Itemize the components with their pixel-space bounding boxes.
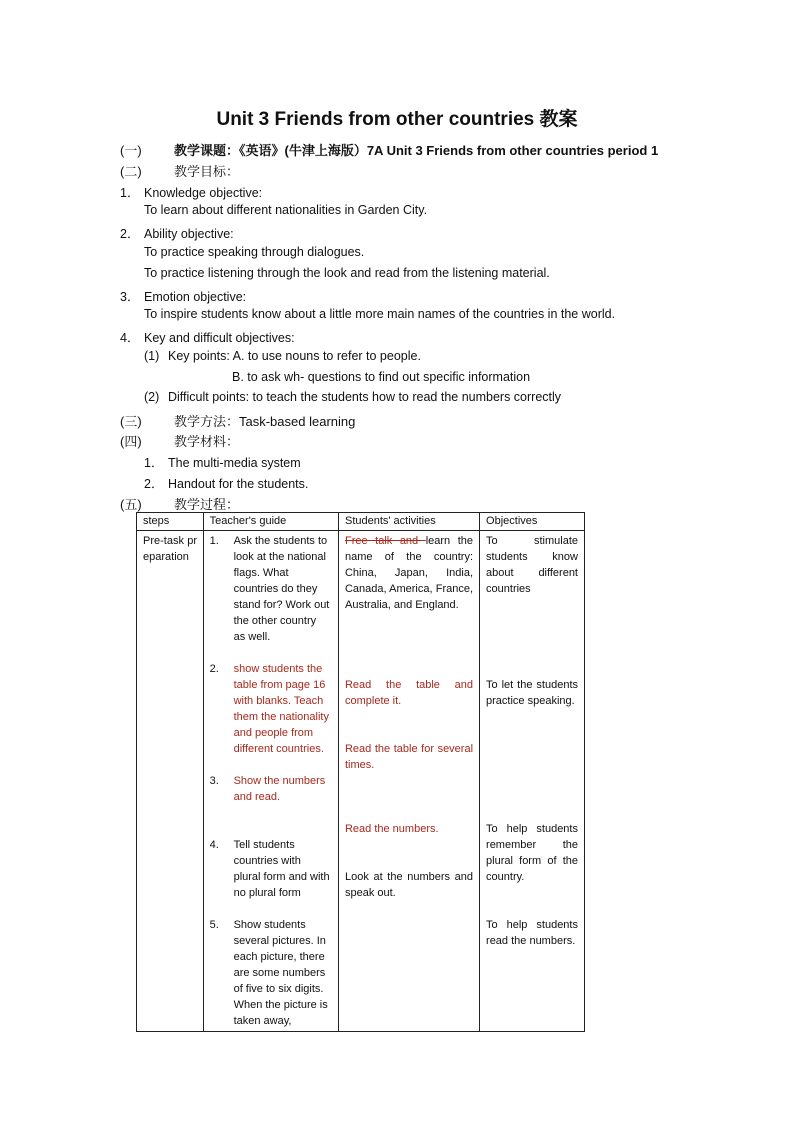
section-4 bbox=[120, 431, 239, 450]
section-label: 教学课题：《英语》(牛津上海版）7A Unit 3 Friends from other countries period 1 bbox=[174, 143, 659, 158]
activities-cell bbox=[338, 531, 479, 1032]
guide-number: 1. bbox=[209, 535, 219, 547]
guide-number: 4. bbox=[209, 839, 219, 851]
material-1 bbox=[144, 453, 301, 471]
section-label: 教学目标： bbox=[174, 164, 240, 179]
list-number: 1． bbox=[144, 456, 164, 470]
section-label: 教学材料： bbox=[174, 434, 240, 449]
key-points-b: B. to ask wh- questions to find out specific information bbox=[232, 370, 531, 384]
list-number: 3． bbox=[120, 290, 140, 304]
list-text: Handout for the students. bbox=[168, 477, 309, 491]
key-points bbox=[144, 349, 421, 363]
section-5 bbox=[120, 494, 239, 513]
activity-1 bbox=[345, 533, 473, 613]
list-text: Difficult points: to teach the students how to read the numbers correctly bbox=[168, 390, 562, 404]
objective-2: To let the students practice speaking. bbox=[486, 679, 578, 707]
objective-4-title bbox=[120, 328, 295, 346]
page-title: Unit 3 Friends from other countries 教案 bbox=[216, 109, 578, 130]
guide-number: 3. bbox=[209, 775, 219, 787]
section-3 bbox=[120, 411, 355, 430]
objective-1: To stimulate students know about different countries bbox=[486, 535, 578, 595]
section-2 bbox=[120, 161, 239, 180]
list-number: (2) bbox=[144, 390, 160, 404]
activity-3: Read the table for several times. bbox=[344, 743, 474, 771]
list-number: 2． bbox=[144, 477, 164, 491]
guide-text: Tell students countries with plural form and with no plural form bbox=[233, 839, 330, 899]
objective-2-title bbox=[120, 224, 234, 242]
guide-text: show students the table from page 16 with blanks. Teach them the nationality and people from different countries. bbox=[233, 663, 329, 755]
section-number: (一) bbox=[120, 143, 142, 158]
header-steps: steps bbox=[137, 513, 204, 531]
list-number: 1． bbox=[120, 186, 140, 200]
objectives-cell bbox=[480, 531, 585, 1032]
guide-cell bbox=[203, 531, 338, 1032]
section-label: 教学过程： bbox=[174, 497, 240, 512]
material-2 bbox=[144, 474, 308, 492]
objective-2-text-1: To practice speaking through dialogues. bbox=[144, 245, 365, 259]
objective-4: To help students read the numbers. bbox=[486, 919, 578, 947]
guide-text: Show the numbers and read. bbox=[233, 775, 326, 803]
difficult-points bbox=[144, 390, 561, 404]
activity-text: learn the name of the country: China, Japan, India, Canada, America, France, Australia, and England. bbox=[344, 535, 474, 611]
section-number: (二) bbox=[120, 164, 142, 179]
list-text: Emotion objective: bbox=[144, 290, 247, 304]
list-number: (1) bbox=[144, 349, 160, 363]
list-text: The multi-media system bbox=[168, 456, 301, 470]
header-objectives: Objectives bbox=[480, 513, 585, 531]
objective-2-text-2: To practice listening through the look and read from the listening material. bbox=[144, 266, 550, 280]
guide-list bbox=[210, 533, 332, 1029]
section-number: (四) bbox=[120, 434, 142, 449]
activity-4: Read the numbers. bbox=[344, 823, 439, 835]
objective-1-text: To learn about different nationalities in Garden City. bbox=[144, 203, 428, 217]
section-label: 教学方法：Task-based learning bbox=[174, 414, 356, 429]
objective-3-text: To inspire students know about a little more main names of the countries in the world. bbox=[144, 307, 616, 321]
list-text: Knowledge objective: bbox=[144, 186, 263, 200]
list-text: Key and difficult objectives: bbox=[144, 331, 295, 345]
objective-1-title bbox=[120, 183, 262, 201]
list-number: 2． bbox=[120, 227, 140, 241]
guide-number: 5. bbox=[209, 919, 219, 931]
header-students-activities: Students' activities bbox=[338, 513, 479, 531]
step-name: Pre-task preparation bbox=[143, 535, 197, 563]
objective-3: To help students remember the plural form of the country. bbox=[486, 823, 578, 883]
table-row bbox=[137, 531, 585, 1032]
section-number: (五) bbox=[120, 497, 142, 512]
step-cell bbox=[137, 531, 204, 1032]
list-text: Ability objective: bbox=[144, 227, 234, 241]
activity-5: Look at the numbers and speak out. bbox=[344, 871, 474, 899]
list-text: Key points: A. to use nouns to refer to people. bbox=[168, 349, 421, 363]
guide-text: Show students several pictures. In each picture, there are some numbers of five to six digits. When the picture is taken away, bbox=[233, 919, 328, 1027]
header-teachers-guide: Teacher's guide bbox=[203, 513, 338, 531]
table-header-row bbox=[137, 513, 585, 531]
section-1 bbox=[120, 140, 658, 159]
struck-text: Free talk and bbox=[344, 535, 426, 547]
lesson-plan-table bbox=[136, 512, 585, 1032]
activity-2: Read the table and complete it. bbox=[344, 679, 474, 707]
objective-3-title bbox=[120, 287, 246, 305]
guide-text: Ask the students to look at the national flags. What countries do they stand for? Work out the other country as well. bbox=[233, 535, 330, 643]
guide-number: 2. bbox=[209, 663, 219, 675]
section-number: (三) bbox=[120, 414, 142, 429]
list-number: 4． bbox=[120, 331, 140, 345]
